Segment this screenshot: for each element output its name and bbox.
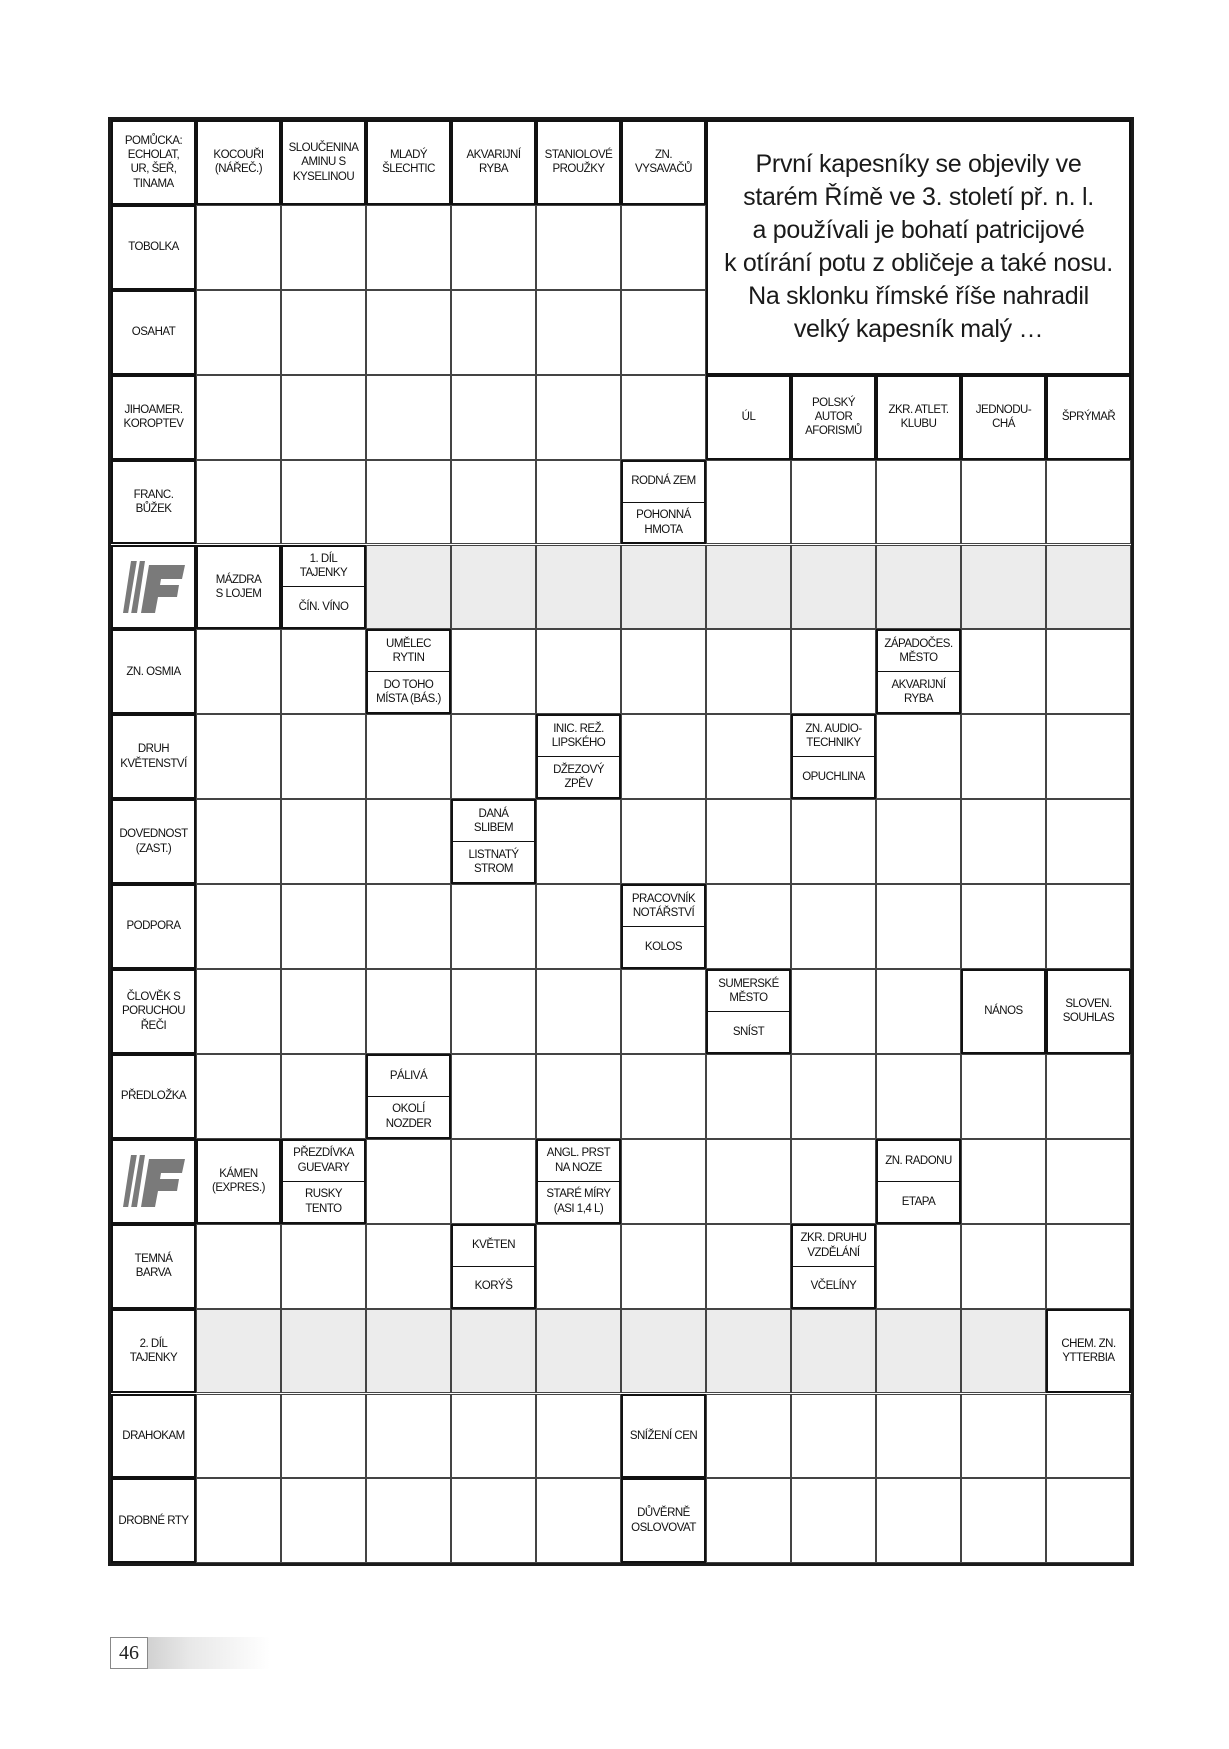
answer-cell[interactable] — [961, 545, 1046, 630]
answer-cell[interactable] — [536, 884, 621, 969]
clue-text: KOCOUŘI (NÁŘEČ.) — [213, 149, 264, 176]
clue-text: AKVARIJNÍ RYBA — [466, 149, 521, 176]
answer-cell[interactable] — [1046, 1478, 1131, 1563]
clue-cell — [111, 460, 196, 545]
answer-cell[interactable] — [621, 290, 706, 375]
answer-cell[interactable] — [451, 969, 536, 1054]
answer-cell[interactable] — [791, 1394, 876, 1479]
answer-cell[interactable] — [281, 1394, 366, 1479]
answer-cell[interactable] — [281, 460, 366, 545]
f-logo-icon — [111, 1139, 196, 1224]
answer-cell[interactable] — [366, 969, 451, 1054]
clue-cell — [111, 969, 196, 1054]
clue-text: AKVARIJNÍ RYBA — [878, 671, 959, 712]
answer-cell[interactable] — [961, 799, 1046, 884]
answer-cell[interactable] — [876, 1394, 961, 1479]
clue-text: KORÝŠ — [453, 1266, 534, 1307]
answer-cell[interactable] — [706, 1224, 791, 1309]
answer-cell[interactable] — [451, 1309, 536, 1394]
clue-cell — [111, 884, 196, 969]
answer-cell[interactable] — [366, 290, 451, 375]
answer-cell[interactable] — [536, 799, 621, 884]
f-logo-icon — [111, 545, 196, 630]
clue-text: DO TOHO MÍSTA (BÁS.) — [368, 671, 449, 712]
clue-cell — [621, 460, 706, 545]
answer-cell[interactable] — [281, 205, 366, 290]
clue-text: PODPORA — [126, 920, 181, 933]
secret-text-banner — [706, 120, 1131, 375]
answer-cell[interactable] — [706, 1139, 791, 1224]
answer-cell[interactable] — [876, 799, 961, 884]
answer-cell[interactable] — [706, 460, 791, 545]
clue-cell — [876, 629, 961, 714]
clue-cell — [621, 120, 706, 205]
answer-cell[interactable] — [366, 205, 451, 290]
clue-text: SUMERSKÉ MĚSTO — [718, 977, 779, 1004]
answer-cell[interactable] — [536, 375, 621, 460]
clue-text: DŮVĚRNĚ OSLOVOVAT — [631, 1507, 696, 1534]
clue-text: CHEM. ZN. YTTERBIA — [1061, 1337, 1116, 1365]
clue-text: JEDNODU- CHÁ — [975, 403, 1032, 431]
clue-text: VČELÍNY — [793, 1266, 874, 1307]
answer-cell[interactable] — [536, 969, 621, 1054]
clue-text: RUSKY TENTO — [283, 1181, 364, 1222]
answer-cell[interactable] — [621, 545, 706, 630]
clue-text: KÁMEN (EXPRES.) — [211, 1167, 265, 1195]
answer-cell[interactable] — [1046, 799, 1131, 884]
clue-cell — [366, 629, 451, 714]
clue-text: SLOVEN. SOUHLAS — [1062, 998, 1115, 1025]
clue-text: ZKR. ATLET. KLUBU — [888, 403, 949, 431]
answer-cell[interactable] — [961, 1224, 1046, 1309]
clue-cell — [791, 714, 876, 799]
clue-cell — [111, 1478, 196, 1563]
answer-cell[interactable] — [196, 799, 281, 884]
answer-cell[interactable] — [791, 884, 876, 969]
answer-cell[interactable] — [451, 1139, 536, 1224]
clue-text: JIHOAMER. KOROPTEV — [123, 403, 184, 431]
clue-cell — [366, 120, 451, 205]
answer-cell[interactable] — [791, 1309, 876, 1394]
answer-cell[interactable] — [961, 1394, 1046, 1479]
answer-cell[interactable] — [1046, 1054, 1131, 1139]
clue-text: ZN. VYSAVAČŮ — [635, 149, 692, 176]
clue-text: ETAPA — [878, 1181, 959, 1222]
answer-cell[interactable] — [621, 799, 706, 884]
answer-cell[interactable] — [791, 1478, 876, 1563]
answer-cell[interactable] — [281, 714, 366, 799]
answer-cell[interactable] — [1046, 460, 1131, 545]
answer-cell[interactable] — [451, 290, 536, 375]
answer-cell[interactable] — [1046, 884, 1131, 969]
clue-cell — [621, 1478, 706, 1563]
crossword-grid — [108, 117, 1134, 1566]
answer-cell[interactable] — [621, 629, 706, 714]
clue-cell — [111, 375, 196, 460]
answer-cell[interactable] — [451, 884, 536, 969]
answer-cell[interactable] — [196, 1224, 281, 1309]
answer-cell[interactable] — [1046, 1139, 1131, 1224]
clue-cell — [196, 120, 281, 205]
answer-cell[interactable] — [281, 1309, 366, 1394]
answer-cell[interactable] — [876, 1224, 961, 1309]
answer-cell[interactable] — [621, 1054, 706, 1139]
answer-cell[interactable] — [536, 1309, 621, 1394]
answer-cell[interactable] — [281, 969, 366, 1054]
clue-text: DŽEZOVÝ ZPĚV — [538, 756, 619, 797]
clue-text: KVĚTEN — [471, 1239, 515, 1252]
answer-cell[interactable] — [791, 799, 876, 884]
clue-text: DANÁ SLIBEM — [473, 807, 514, 835]
answer-cell[interactable] — [961, 460, 1046, 545]
answer-cell[interactable] — [281, 1054, 366, 1139]
answer-cell[interactable] — [621, 375, 706, 460]
banner-text: První kapesníky se objevily ve starém Římě ve 3. století př. n. l. a používali je bohatí patricijové k otírání potu z obličeje a také nosu. Na sklonku římské říše nahradil velký kapesník malý … — [724, 150, 1113, 344]
answer-cell[interactable] — [451, 714, 536, 799]
answer-cell[interactable] — [281, 629, 366, 714]
answer-cell[interactable] — [536, 629, 621, 714]
clue-text: 1. DÍL TAJENKY — [299, 553, 348, 580]
answer-cell[interactable] — [961, 884, 1046, 969]
clue-text: ČÍN. VÍNO — [283, 586, 364, 627]
clue-text: ZN. RADONU — [885, 1154, 952, 1167]
answer-cell[interactable] — [366, 1478, 451, 1563]
answer-cell[interactable] — [196, 629, 281, 714]
clue-cell — [621, 1394, 706, 1479]
clue-text: ČLOVĚK S PORUCHOU ŘEČI — [121, 990, 186, 1032]
answer-cell[interactable] — [536, 1054, 621, 1139]
clue-cell — [281, 1139, 366, 1224]
clue-cell — [1046, 969, 1131, 1054]
answer-cell[interactable] — [791, 969, 876, 1054]
clue-text: MLADÝ ŠLECHTIC — [382, 149, 435, 176]
clue-text: SNÍŽENÍ CEN — [629, 1429, 698, 1442]
clue-text: ZN. AUDIO- TECHNIKY — [805, 722, 862, 750]
clue-cell — [366, 1054, 451, 1139]
clue-cell — [791, 1224, 876, 1309]
clue-text: PŘEZDÍVKA GUEVARY — [293, 1147, 354, 1174]
clue-text: UMĚLEC RYTIN — [386, 637, 431, 665]
answer-cell[interactable] — [366, 799, 451, 884]
clue-cell — [111, 1309, 196, 1394]
answer-cell[interactable] — [706, 799, 791, 884]
clue-cell — [111, 629, 196, 714]
answer-cell[interactable] — [876, 884, 961, 969]
answer-cell[interactable] — [1046, 545, 1131, 630]
clue-cell — [876, 375, 961, 460]
answer-cell[interactable] — [876, 969, 961, 1054]
clue-cell — [111, 120, 196, 205]
clue-text: OPUCHLINA — [793, 756, 874, 797]
answer-cell[interactable] — [366, 545, 451, 630]
clue-cell — [281, 120, 366, 205]
answer-cell[interactable] — [196, 884, 281, 969]
clue-cell — [111, 714, 196, 799]
answer-cell[interactable] — [961, 1478, 1046, 1563]
clue-text: INIC. REŽ. LIPSKÉHO — [551, 722, 606, 750]
clue-text: TEMNÁ BARVA — [134, 1252, 173, 1280]
clue-cell — [111, 205, 196, 290]
answer-cell[interactable] — [451, 375, 536, 460]
clue-cell — [536, 1139, 621, 1224]
clue-cell — [451, 120, 536, 205]
answer-cell[interactable] — [366, 1394, 451, 1479]
answer-cell[interactable] — [366, 375, 451, 460]
clue-cell — [706, 375, 791, 460]
answer-cell[interactable] — [451, 545, 536, 630]
clue-text: ZÁPADOČES. MĚSTO — [884, 637, 953, 665]
clue-text: SNÍST — [708, 1011, 789, 1052]
page-number: 46 — [110, 1637, 148, 1669]
clue-text: POLSKÝ AUTOR AFORISMŮ — [805, 396, 862, 438]
clue-text: PŘEDLOŽKA — [120, 1090, 187, 1103]
clue-text: ZKR. DRUHU VZDĚLÁNÍ — [800, 1232, 867, 1259]
answer-cell[interactable] — [196, 1309, 281, 1394]
clue-text: ZN. OSMIA — [126, 665, 181, 678]
clue-text: 2. DÍL TAJENKY — [129, 1337, 178, 1365]
answer-cell[interactable] — [451, 629, 536, 714]
answer-cell[interactable] — [621, 969, 706, 1054]
clue-cell — [111, 1394, 196, 1479]
answer-cell[interactable] — [876, 1054, 961, 1139]
answer-cell[interactable] — [536, 1478, 621, 1563]
clue-cell — [281, 545, 366, 630]
clue-cell — [621, 884, 706, 969]
answer-cell[interactable] — [281, 1478, 366, 1563]
answer-cell[interactable] — [961, 1139, 1046, 1224]
answer-cell[interactable] — [791, 1054, 876, 1139]
clue-cell — [196, 1139, 281, 1224]
clue-cell — [111, 1224, 196, 1309]
clue-cell — [791, 375, 876, 460]
answer-cell[interactable] — [451, 205, 536, 290]
clue-text: STANIOLOVÉ PROUŽKY — [544, 149, 613, 176]
answer-cell[interactable] — [1046, 714, 1131, 799]
clue-cell — [111, 799, 196, 884]
answer-cell[interactable] — [706, 545, 791, 630]
answer-cell[interactable] — [196, 460, 281, 545]
clue-text: RODNÁ ZEM — [631, 475, 696, 488]
answer-cell[interactable] — [366, 460, 451, 545]
clue-text: ANGL. PRST NA NOZE — [546, 1147, 611, 1174]
clue-cell — [111, 1054, 196, 1139]
answer-cell[interactable] — [706, 714, 791, 799]
clue-text: ÚL — [741, 410, 756, 423]
clue-text: OKOLÍ NOZDER — [368, 1096, 449, 1137]
answer-cell[interactable] — [876, 460, 961, 545]
clue-cell — [1046, 1309, 1131, 1394]
answer-cell[interactable] — [196, 290, 281, 375]
clue-cell — [451, 1224, 536, 1309]
answer-cell[interactable] — [196, 1054, 281, 1139]
clue-cell — [961, 969, 1046, 1054]
clue-text: SLOUČENINA AMINU S KYSELINOU — [288, 141, 359, 183]
clue-cell — [536, 120, 621, 205]
answer-cell[interactable] — [791, 545, 876, 630]
answer-cell[interactable] — [196, 714, 281, 799]
clue-cell — [111, 290, 196, 375]
answer-cell[interactable] — [961, 1309, 1046, 1394]
answer-cell[interactable] — [366, 884, 451, 969]
answer-cell[interactable] — [281, 884, 366, 969]
clue-text: ŠPRÝMAŘ — [1061, 410, 1116, 423]
clue-cell — [706, 969, 791, 1054]
answer-cell[interactable] — [876, 1309, 961, 1394]
answer-cell[interactable] — [791, 460, 876, 545]
clue-text: LISTNATÝ STROM — [453, 841, 534, 882]
answer-cell[interactable] — [281, 375, 366, 460]
answer-cell[interactable] — [1046, 1394, 1131, 1479]
answer-cell[interactable] — [366, 1224, 451, 1309]
answer-cell[interactable] — [451, 460, 536, 545]
answer-cell[interactable] — [791, 1139, 876, 1224]
answer-cell[interactable] — [451, 1394, 536, 1479]
clue-text: PRACOVNÍK NOTÁŘSTVÍ — [631, 892, 696, 920]
clue-cell — [451, 799, 536, 884]
clue-text: OSAHAT — [131, 326, 176, 339]
answer-cell[interactable] — [621, 1139, 706, 1224]
answer-cell[interactable] — [1046, 629, 1131, 714]
clue-text: PÁLIVÁ — [389, 1069, 428, 1082]
answer-cell[interactable] — [706, 1394, 791, 1479]
answer-cell[interactable] — [961, 1054, 1046, 1139]
answer-cell[interactable] — [876, 545, 961, 630]
clue-cell — [196, 545, 281, 630]
answer-cell[interactable] — [621, 714, 706, 799]
clue-cell — [1046, 375, 1131, 460]
answer-cell[interactable] — [706, 1309, 791, 1394]
clue-text: DROBNÉ RTY — [118, 1514, 189, 1527]
answer-cell[interactable] — [621, 1224, 706, 1309]
answer-cell[interactable] — [366, 1139, 451, 1224]
answer-cell[interactable] — [196, 375, 281, 460]
answer-cell[interactable] — [196, 1478, 281, 1563]
answer-cell[interactable] — [536, 1224, 621, 1309]
answer-cell[interactable] — [706, 1478, 791, 1563]
answer-cell[interactable] — [451, 1478, 536, 1563]
answer-cell[interactable] — [621, 205, 706, 290]
clue-text: DOVEDNOST (ZAST.) — [119, 828, 188, 855]
clue-text: MÁZDRA S LOJEM — [215, 573, 262, 600]
answer-cell[interactable] — [366, 1309, 451, 1394]
answer-cell[interactable] — [961, 629, 1046, 714]
clue-text: STARÉ MÍRY (ASI 1,4 L) — [538, 1181, 619, 1222]
clue-text: FRANC. BŮŽEK — [133, 488, 174, 516]
answer-cell[interactable] — [536, 460, 621, 545]
answer-cell[interactable] — [706, 1054, 791, 1139]
answer-cell[interactable] — [281, 1224, 366, 1309]
answer-cell[interactable] — [876, 1478, 961, 1563]
answer-cell[interactable] — [876, 714, 961, 799]
answer-cell[interactable] — [706, 629, 791, 714]
answer-cell[interactable] — [961, 714, 1046, 799]
clue-cell — [536, 714, 621, 799]
clue-text: KOLOS — [623, 926, 704, 967]
clue-text: POHONNÁ HMOTA — [623, 502, 704, 543]
clue-text: DRAHOKAM — [122, 1429, 185, 1442]
answer-cell[interactable] — [536, 545, 621, 630]
answer-cell[interactable] — [196, 969, 281, 1054]
answer-cell[interactable] — [536, 1394, 621, 1479]
answer-cell[interactable] — [791, 629, 876, 714]
clue-text: POMŮCKA: ECHOLAT, UR, ŠEŘ, TINAMA — [124, 134, 183, 190]
answer-cell[interactable] — [281, 799, 366, 884]
answer-cell[interactable] — [706, 884, 791, 969]
answer-cell[interactable] — [451, 1054, 536, 1139]
clue-text: DRUH KVĚTENSTVÍ — [120, 743, 187, 770]
answer-cell[interactable] — [536, 290, 621, 375]
answer-cell[interactable] — [1046, 1224, 1131, 1309]
clue-text: NÁNOS — [984, 1005, 1023, 1018]
answer-cell[interactable] — [196, 205, 281, 290]
answer-cell[interactable] — [281, 290, 366, 375]
clue-text: TOBOLKA — [128, 241, 179, 254]
clue-cell — [961, 375, 1046, 460]
clue-cell — [876, 1139, 961, 1224]
answer-cell[interactable] — [366, 714, 451, 799]
answer-cell[interactable] — [536, 205, 621, 290]
answer-cell[interactable] — [196, 1394, 281, 1479]
answer-cell[interactable] — [621, 1309, 706, 1394]
